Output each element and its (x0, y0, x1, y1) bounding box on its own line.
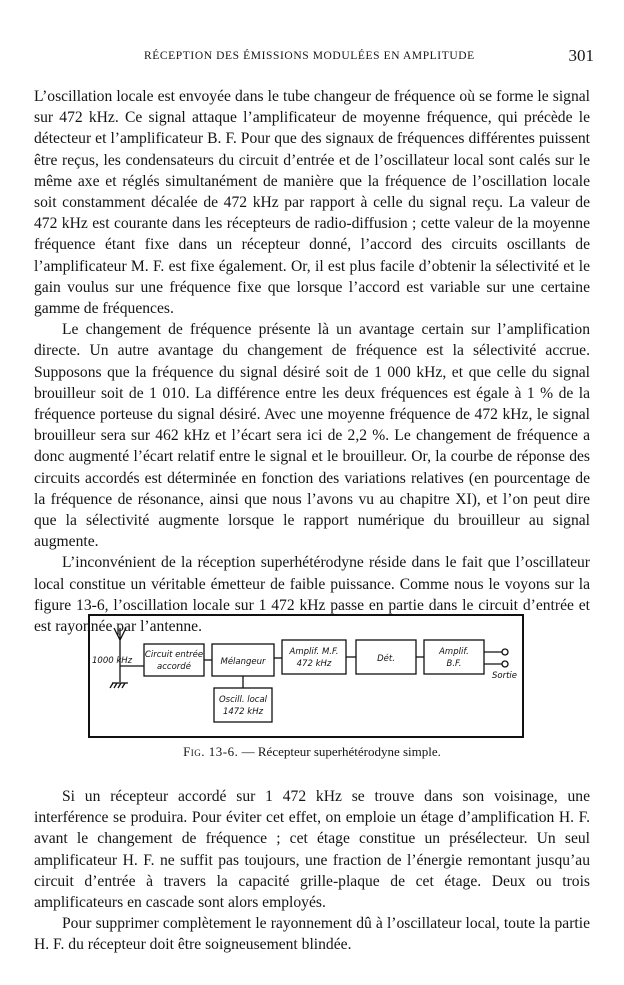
page-header (34, 46, 594, 68)
antenna-icon (114, 628, 144, 682)
block-diagram-figure (88, 614, 524, 738)
caption-text: — Récepteur superhétérodyne simple. (241, 744, 441, 759)
upper-body-text (34, 86, 590, 637)
ground-icon (110, 683, 128, 688)
detector-label: Dét. (377, 654, 395, 664)
input-circuit-label: Circuit entrée (144, 650, 204, 660)
page-number: 301 (568, 46, 594, 65)
running-title: RÉCEPTION DES ÉMISSIONS MODULÉES EN AMPLITUDE (144, 50, 475, 62)
output-label: Sortie (492, 671, 518, 681)
figure-reference: Fig. 13-6. (183, 744, 239, 759)
paragraph: Si un récepteur accordé sur 1 472 kHz se trouve dans son voisinage, une interférence se produira. Pour éviter cet effet, on emploie un étage d’amplification H. F. avant le changement de fréquence ; cet étage constitue un présélecteur. Un seul amplificateur H. F. ne suffit pas toujours, une fraction de l’énergie remontant jusqu’au circuit d’entrée à travers la capacité grille-plaque de cet étage. Deux ou trois amplificateurs en cascade sont alors employés. (34, 788, 590, 912)
af-amplifier-label-2: B.F. (446, 659, 462, 669)
mixer-label: Mélangeur (220, 657, 266, 667)
input-circuit-label-2: accordé (157, 662, 191, 672)
paragraph: L’inconvénient de la réception superhétérodyne réside dans le fait que l’oscillateur local constitue un véritable émetteur de faible puissance. Comme nous le voyons sur la figure 13-6, l’oscillation locale sur 1 472 kHz passe en partie dans le circuit d’entrée et est rayonnée par l’antenne. (34, 554, 590, 636)
paragraph: Pour supprimer complètement le rayonnement dû à l’oscillateur local, toute la partie H. F. du récepteur doit être soigneusement blindée. (34, 915, 590, 954)
paragraph: L’oscillation locale est envoyée dans le tube changeur de fréquence où se forme le signal sur 472 kHz. Ce signal attaque l’amplificateur de moyenne fréquence, qui précède le détecteur et l’amplificateur B. F. Pour que des signaux de fréquences différentes puissent être reçus, les condensateurs du circuit d’entrée et de l’oscillateur local sont calés sur le même axe et réglés simultanément de manière que la fréquence de l’oscillation locale soit constamment décalée de 472 kHz par rapport à celle du signal reçu. La valeur de 472 kHz est courante dans les récepteurs de radio-diffusion ; cette valeur de la moyenne fréquence étant fixe dans un récepteur donné, l’accord des circuits oscillants de l’amplificateur M. F. est fixe également. Or, il est plus facile d’obtenir la sélectivité et le gain voulus sur une fréquence fixe que lorsque l’accord est variable sur une certaine gamme de fréquences. (34, 88, 590, 318)
af-amplifier-label: Amplif. (439, 647, 469, 657)
if-amplifier-label-2: 472 kHz (296, 659, 332, 669)
if-amplifier-label: Amplif. M.F. (289, 647, 339, 657)
local-oscillator-label-2: 1472 kHz (222, 707, 264, 717)
figure-caption (0, 744, 624, 760)
paragraph: Le changement de fréquence présente là un avantage certain sur l’amplification directe. Un autre avantage du changement de fréquence est la sélectivité accrue. Supposons que la fréquence du signal désiré soit de 1 000 kHz, et que celle du signal brouilleur soit de 1 010. La différence entre les deux fréquences est égale à 1 % de la fréquence porteuse du signal désiré. Avec une moyenne fréquence de 472 kHz, le signal brouilleur sera sur 462 kHz et l’écart sera ici de 2,2 %. Le changement de fréquence a donc augmenté l’écart relatif entre le signal et le brouilleur. Or, la courbe de réponse des circuits accordés est déterminée en fonction des variations relatives (en pourcentage de la fréquence de résonance, ainsi que nous l’avons vu au chapitre XI), et l’on peut dire que la sélectivité augmente lorsque le rapport numérique du brouilleur au signal augmente. (34, 321, 590, 551)
output-terminals (484, 649, 508, 667)
antenna-frequency-label: 1000 kHz (92, 656, 133, 666)
block-diagram (88, 614, 524, 738)
lower-body-text (34, 786, 590, 956)
local-oscillator-label: Oscill. local (218, 695, 268, 705)
